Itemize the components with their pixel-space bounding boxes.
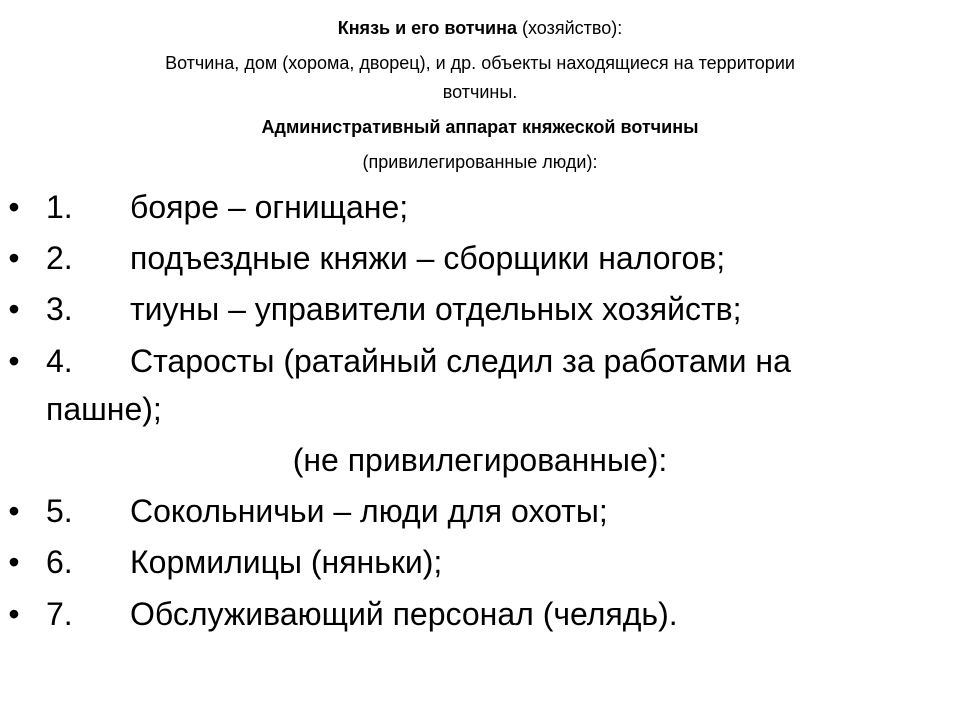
bullet-icon: • — [8, 596, 20, 632]
item-text-continuation: пашне); — [46, 391, 162, 427]
item-text: подъездные княжи – сборщики налогов; — [130, 240, 726, 276]
header-privileged-note: (привилегированные люди): — [362, 152, 598, 172]
header-subtitle-line — [40, 116, 920, 138]
item-text: Старосты (ратайный следил за работами на — [130, 343, 791, 379]
header-title-rest: (хозяйство): — [517, 18, 623, 38]
header-title-line — [40, 17, 920, 39]
bullet-icon: • — [8, 493, 20, 529]
header-subtitle-bold: Административный аппарат княжеской вотчины — [261, 117, 699, 137]
bullet-icon: • — [8, 189, 20, 225]
item-number: 1. — [46, 189, 73, 225]
item-text: Обслуживающий персонал (челядь). — [130, 596, 678, 632]
item-text: Сокольничьи – люди для охоты; — [130, 493, 608, 529]
nonprivileged-subheading: (не привилегированные): — [292, 442, 668, 478]
item-number: 7. — [46, 596, 73, 632]
bullet-icon: • — [8, 544, 20, 580]
bullet-icon: • — [8, 291, 20, 327]
header-description-line-1: Вотчина, дом (хорома, дворец), и др. объекты находящиеся на территории — [165, 53, 795, 73]
item-number: 5. — [46, 493, 73, 529]
item-text: бояре – огнищане; — [130, 189, 409, 225]
item-number: 4. — [46, 343, 73, 379]
bullet-icon: • — [8, 240, 20, 276]
bullet-icon: • — [8, 343, 20, 379]
header-title-bold: Князь и его вотчина — [337, 18, 517, 38]
header-description-line-2: вотчины. — [442, 82, 518, 102]
item-number: 6. — [46, 544, 73, 580]
item-text: Кормилицы (няньки); — [130, 544, 443, 580]
item-number: 2. — [46, 240, 73, 276]
item-number: 3. — [46, 291, 73, 327]
item-text: тиуны – управители отдельных хозяйств; — [130, 291, 742, 327]
